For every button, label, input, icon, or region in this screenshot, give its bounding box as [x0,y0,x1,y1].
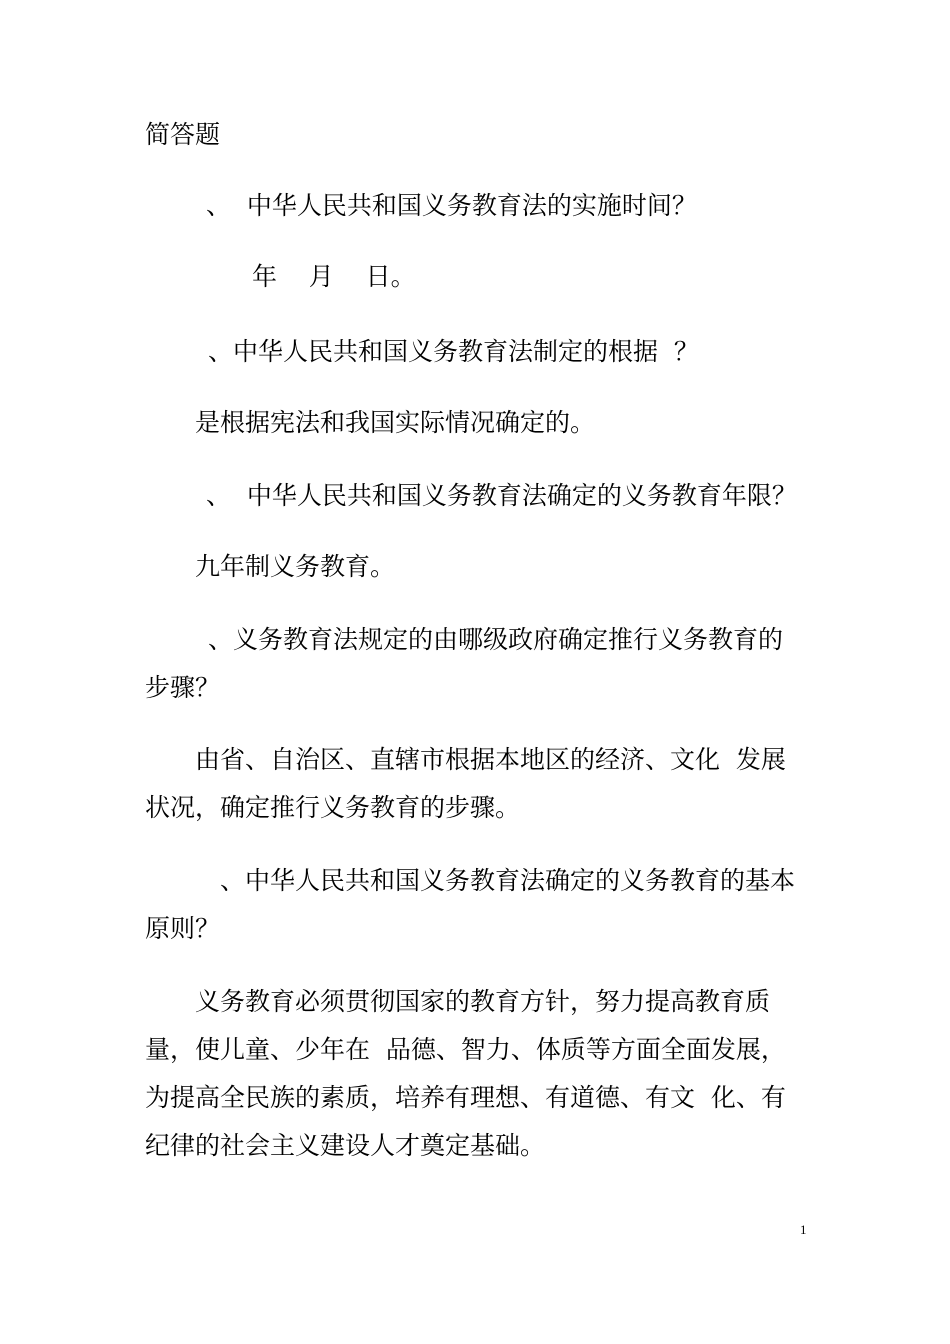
answer-5-line-3: 为提高全民族的素质，培养有理想、有道德、有文 化、有 [145,1083,786,1112]
question-1: 、 中华人民共和国义务教育法的实施时间？ [206,191,697,220]
question-4-line-1: 、义务教育法规定的由哪级政府确定推行义务教育的 [208,625,784,654]
question-4-line-2: 步骤？ [145,673,221,702]
document-title: 简答题 [145,120,221,149]
answer-4-line-1: 由省、自治区、直辖市根据本地区的经济、文化 发展 [195,745,786,774]
question-3: 、 中华人民共和国义务教育法确定的义务教育年限？ [206,481,797,510]
question-2: 、中华人民共和国义务教育法制定的根据 ？ [208,337,699,366]
answer-2: 是根据宪法和我国实际情况确定的。 [195,408,596,437]
answer-3: 九年制义务教育。 [195,552,396,581]
page-number: 1 [800,1222,807,1237]
answer-5-line-1: 义务教育必须贯彻国家的教育方针，努力提高教育质 [195,987,771,1016]
question-5-line-1: 、中华人民共和国义务教育法确定的义务教育的基本 [220,866,796,895]
answer-5-line-4: 纪律的社会主义建设人才奠定基础。 [145,1131,546,1160]
answer-1: 年 月 日。 [252,262,416,291]
answer-5-line-2: 量，使儿童、少年在 品德、智力、体质等方面全面发展， [145,1035,786,1064]
answer-4-line-2: 状况，确定推行义务教育的步骤。 [145,793,521,822]
question-5-line-2: 原则？ [145,914,221,943]
